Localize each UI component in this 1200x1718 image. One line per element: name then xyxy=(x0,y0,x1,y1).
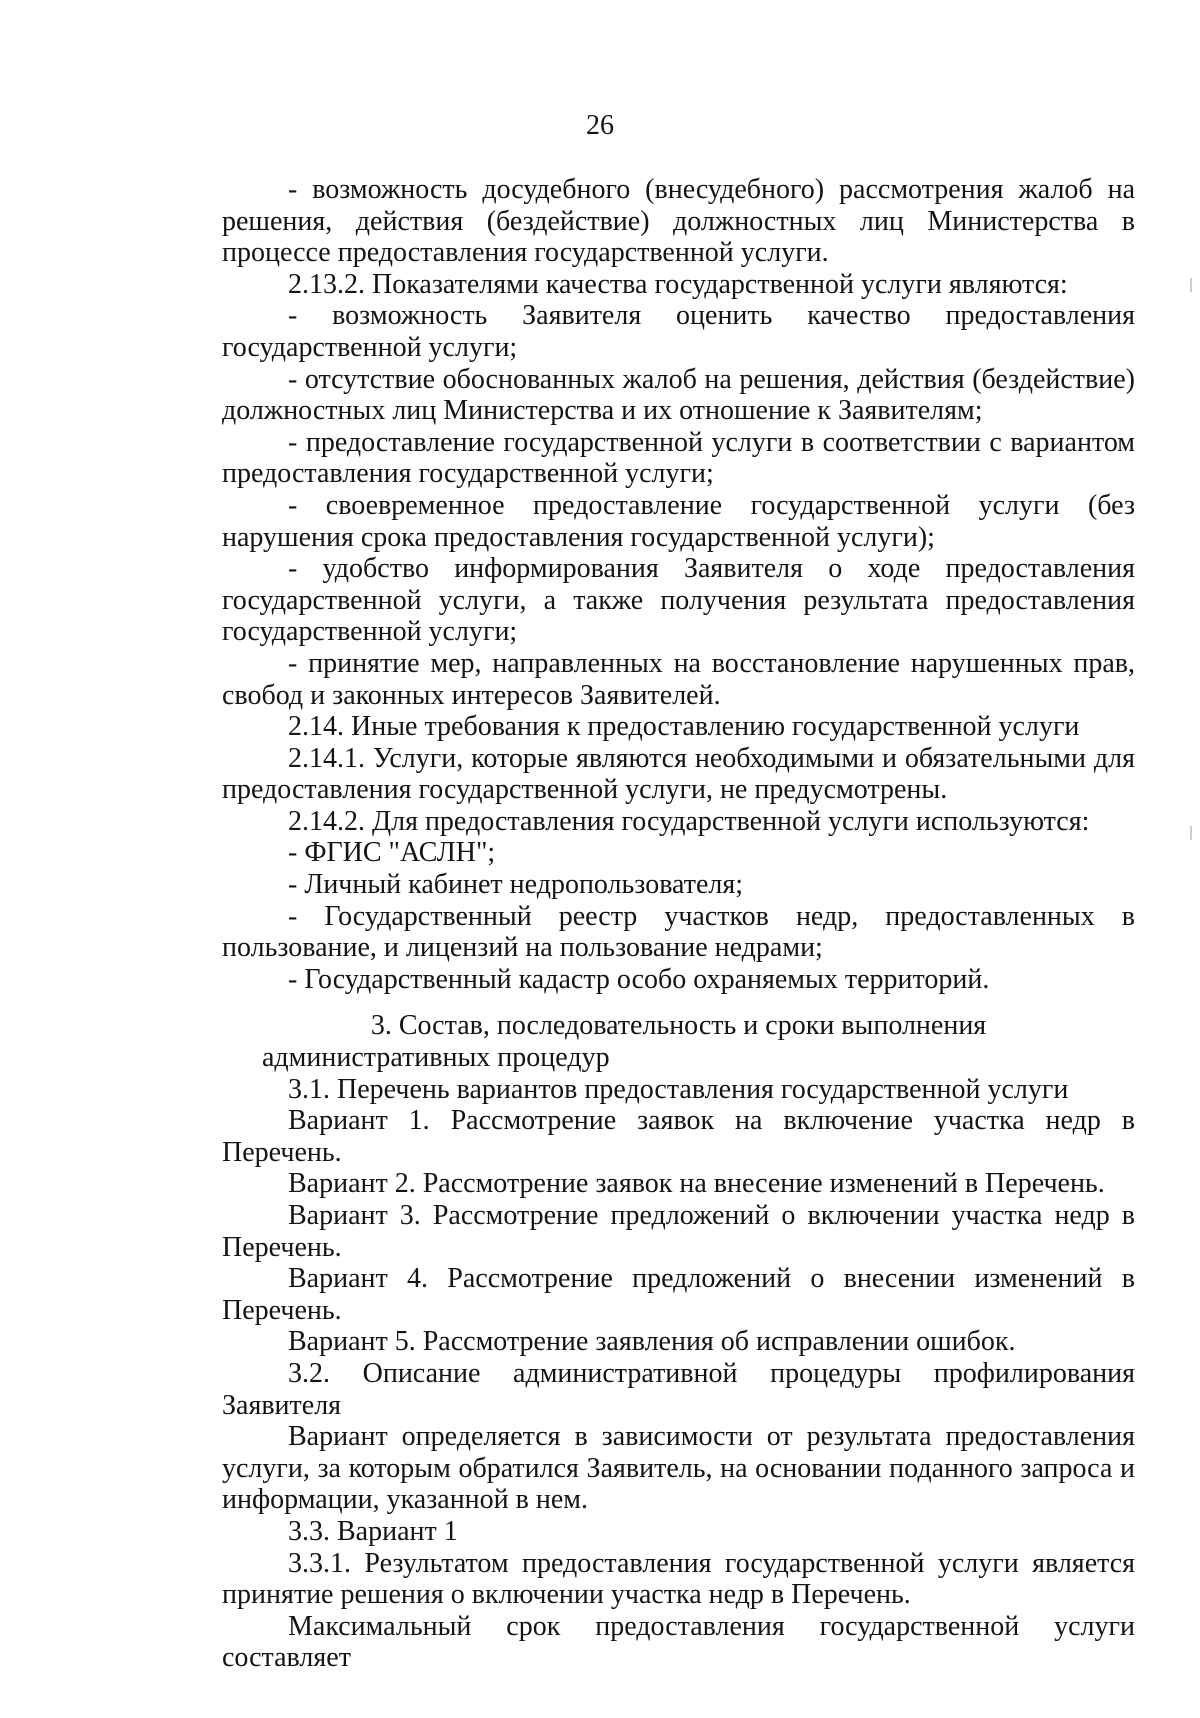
paragraph: Вариант 5. Рассмотрение заявления об исправлении ошибок. xyxy=(288,1326,1016,1358)
paragraph: 2.14.1. Услуги, которые являются необходимыми и обязательными для предоставления государственной услуги, не предусмотрены. xyxy=(222,742,1135,806)
paragraph: - возможность Заявителя оценить качество предоставления государственной услуги; xyxy=(222,300,1135,363)
paragraph: Вариант 2. Рассмотрение заявок на внесение изменений в Перечень. xyxy=(288,1168,1105,1200)
paragraph: Вариант 4. Рассмотрение предложений о внесении изменений в Перечень. xyxy=(222,1263,1135,1326)
scan-mark xyxy=(1190,826,1192,840)
paragraph: - отсутствие обоснованных жалоб на решения, действия (бездействие) должностных лиц Министерства и их отношение к Заявителям; xyxy=(222,363,1135,427)
paragraph: - ФГИС "АСЛН"; xyxy=(288,837,496,869)
paragraph: 2.14. Иные требования к предоставлению государственной услуги xyxy=(288,711,1080,743)
page-number: 26 xyxy=(586,110,614,141)
paragraph: - Государственный кадастр особо охраняемых территорий. xyxy=(288,963,990,995)
paragraph: Вариант определяется в зависимости от результата предоставления услуги, за которым обратился Заявитель, на основании поданного запроса и информации, указанной в нем. xyxy=(222,1421,1135,1516)
paragraph: - принятие мер, направленных на восстановление нарушенных прав, свобод и законных интересов Заявителей. xyxy=(222,647,1135,711)
paragraph: - Личный кабинет недропользователя; xyxy=(288,869,744,901)
paragraph: - Государственный реестр участков недр, предоставленных в пользование, и лицензий на пользование недрами; xyxy=(222,900,1135,964)
paragraph: Вариант 3. Рассмотрение предложений о включении участка недр в Перечень. xyxy=(222,1200,1135,1263)
document-body xyxy=(222,174,1135,1674)
paragraph: 3.1. Перечень вариантов предоставления государственной услуги xyxy=(288,1073,1069,1105)
scan-mark xyxy=(1190,278,1192,292)
paragraph: 2.13.2. Показателями качества государственной услуги являются: xyxy=(288,268,1068,300)
paragraph: - удобство информирования Заявителя о ходе предоставления государственной услуги, а также получения результата предоставления государственной услуги; xyxy=(222,553,1135,648)
paragraph: - возможность досудебного (внесудебного) рассмотрения жалоб на решения, действия (бездействие) должностных лиц Министерства в процессе предоставления государственной услуги. xyxy=(222,174,1135,269)
paragraph: 3.3. Вариант 1 xyxy=(288,1515,458,1547)
paragraph: - предоставление государственной услуги в соответствии с вариантом предоставления государственной услуги; xyxy=(222,426,1135,490)
paragraph: 3.2. Описание административной процедуры профилирования Заявителя xyxy=(222,1357,1135,1421)
paragraph: - своевременное предоставление государственной услуги (без нарушения срока предоставления государственной услуги); xyxy=(222,489,1135,553)
paragraph: Вариант 1. Рассмотрение заявок на включение участка недр в Перечень. xyxy=(222,1105,1135,1168)
section-heading: 3. Состав, последовательность и сроки выполнения административных процедур xyxy=(262,1010,987,1074)
paragraph: Максимальный срок предоставления государственной услуги составляет xyxy=(222,1610,1135,1674)
paragraph: 2.14.2. Для предоставления государственной услуги используются: xyxy=(288,805,1090,837)
paragraph: 3.3.1. Результатом предоставления государственной услуги является принятие решения о включении участка недр в Перечень. xyxy=(222,1547,1135,1611)
